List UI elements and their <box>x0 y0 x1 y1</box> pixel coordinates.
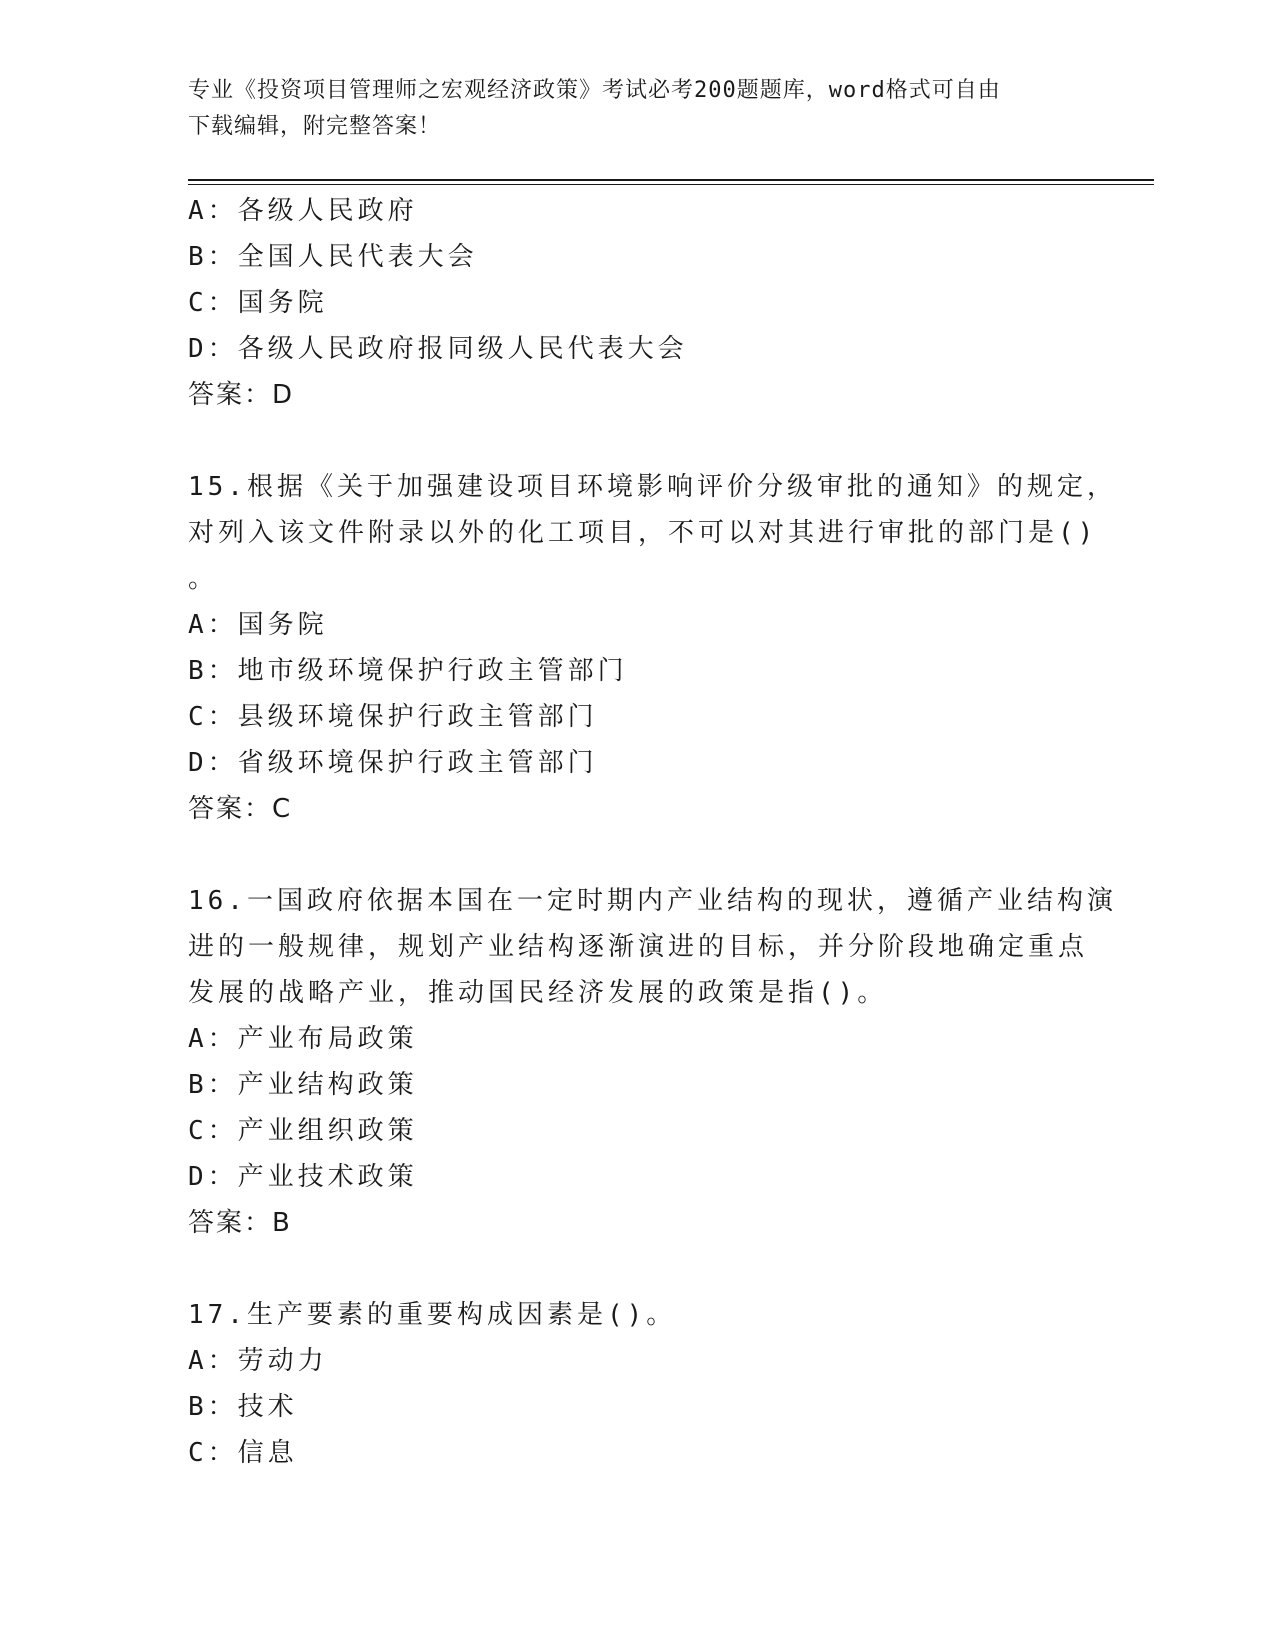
question-16 <box>188 878 1117 1246</box>
question-stem-line: 17.生产要素的重要构成因素是()。 <box>188 1300 677 1330</box>
option-b: B：地市级环境保护行政主管部门 <box>188 656 628 686</box>
option-a: A：劳动力 <box>188 1346 328 1376</box>
document-header <box>188 73 1088 145</box>
option-c: C：县级环境保护行政主管部门 <box>188 702 598 732</box>
header-divider-thin <box>188 184 1154 185</box>
option-a: A：产业布局政策 <box>188 1024 418 1054</box>
spacer <box>188 418 1088 464</box>
option-a: A：国务院 <box>188 610 328 640</box>
question-stem-line: 进的一般规律，规划产业结构逐渐演进的目标，并分阶段地确定重点 <box>188 932 1089 962</box>
question-17 <box>188 1292 1088 1476</box>
option-d: D：各级人民政府报同级人民代表大会 <box>188 334 688 364</box>
option-c: C：产业组织政策 <box>188 1116 418 1146</box>
option-b: B：产业结构政策 <box>188 1070 418 1100</box>
question-stem-line: 16.一国政府依据本国在一定时期内产业结构的现状，遵循产业结构演 <box>188 886 1117 916</box>
spacer <box>188 832 1088 878</box>
question-list <box>188 188 1117 1476</box>
question-stem-line: 发展的战略产业，推动国民经济发展的政策是指()。 <box>188 978 888 1008</box>
header-line-2: 下载编辑，附完整答案！ <box>188 114 442 139</box>
answer: 答案：D <box>188 380 295 410</box>
header-line-1: 专业《投资项目管理师之宏观经济政策》考试必考200题题库，word格式可自由 <box>188 78 1001 103</box>
header-divider-thick <box>188 179 1154 181</box>
option-b: B：全国人民代表大会 <box>188 242 478 272</box>
question-stem-line: 对列入该文件附录以外的化工项目，不可以对其进行审批的部门是() <box>188 518 1098 548</box>
question-stem-line: 15.根据《关于加强建设项目环境影响评价分级审批的通知》的规定， <box>188 472 1117 502</box>
option-b: B：技术 <box>188 1392 298 1422</box>
option-a: A：各级人民政府 <box>188 196 418 226</box>
question-14 <box>188 188 1088 418</box>
question-15 <box>188 464 1117 832</box>
spacer <box>188 1246 1088 1292</box>
option-c: C：信息 <box>188 1438 298 1468</box>
answer: 答案：C <box>188 794 293 824</box>
question-stem-line: 。 <box>188 564 219 594</box>
option-d: D：产业技术政策 <box>188 1162 418 1192</box>
answer: 答案：B <box>188 1208 292 1238</box>
option-c: C：国务院 <box>188 288 328 318</box>
option-d: D：省级环境保护行政主管部门 <box>188 748 598 778</box>
